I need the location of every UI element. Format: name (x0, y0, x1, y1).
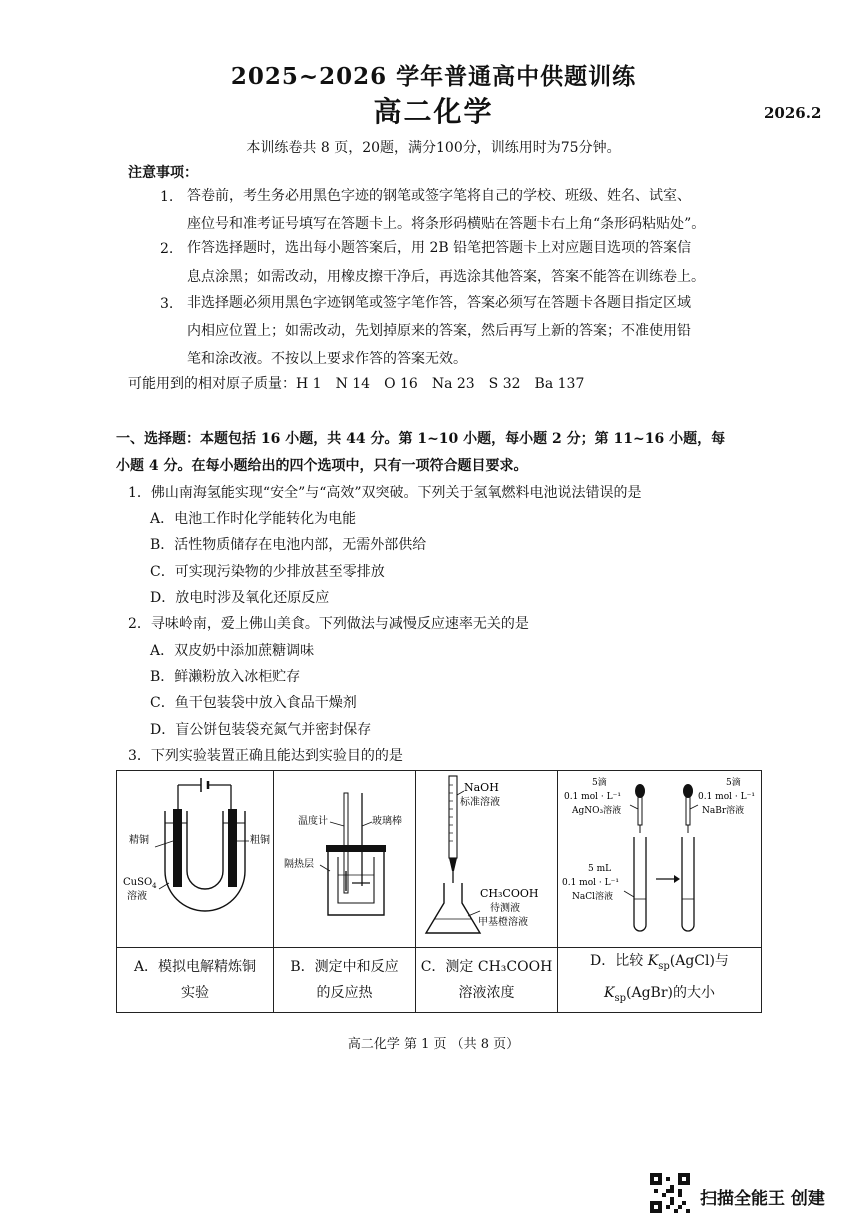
atomic-masses: 可能用到的相对原子质量：H 1 N 14 O 16 Na 23 S 32 Ba 137 (128, 376, 585, 392)
qr-code-icon (650, 1173, 690, 1213)
section-heading-line1: 一、选择题：本题包括 16 小题，共 44 分。第 1~10 小题，每小题 2 分；第 11~16 小题，每 (116, 431, 726, 447)
label-naoh: NaOH (464, 781, 499, 794)
exam-title-line1: 2025~2026 学年普通高中供题训练 (230, 63, 637, 90)
notice-heading: 注意事项： (128, 165, 198, 181)
question-2-option-d: D．盲公饼包装袋充氮气并密封保存 (150, 722, 372, 738)
label-crude-copper: 粗铜 (250, 835, 270, 846)
label-standard-solution: 标准溶液 (460, 797, 500, 808)
electrolysis-u-tube-diagram (117, 771, 272, 943)
label-5-drops-1: 5滴 (592, 778, 607, 788)
label-methyl-orange: 甲基橙溶液 (478, 917, 528, 928)
notice-item-line: 作答选择题时，选出每小题答案后，用 2B 铅笔把答题卡上对应题目选项的答案信 (187, 240, 692, 256)
label-insulation: 隔热层 (284, 859, 314, 870)
label-test-solution: 待测液 (490, 903, 520, 914)
label-ch3cooh: CH₃COOH (480, 887, 539, 900)
label-conc-3: 0.1 mol · L⁻¹ (562, 878, 619, 888)
label-5-drops-2: 5滴 (726, 778, 741, 788)
question-1-option-b: B．活性物质储存在电池内部，无需外部供给 (150, 537, 427, 553)
figure-d-precipitation (558, 771, 762, 948)
question-3-figure-table (116, 770, 762, 1013)
label-agno3: AgNO₃溶液 (572, 806, 622, 816)
calorimeter-diagram (274, 771, 414, 943)
titration-diagram (416, 771, 556, 943)
caption-b: B．测定中和反应 的反应热 (274, 948, 416, 1013)
notice-item-line: 答卷前，考生务必用黑色字迹的钢笔或签字笔将自己的学校、班级、姓名、试室、 (187, 188, 691, 204)
electrode-crude-copper (228, 809, 237, 887)
notice-item-line: 内相应位置上；如需改动，先划掉原来的答案，然后再写上新的答案；不准使用铅 (187, 323, 691, 339)
notice-item-number: 3. (160, 296, 174, 312)
question-2-stem: 2．寻味岭南，爱上佛山美食。下列做法与减慢反应速率无关的是 (128, 616, 529, 632)
exam-date: 2026.2 (764, 104, 822, 122)
electrode-pure-copper (173, 809, 182, 887)
caption-c: C．测定 CH₃COOH 溶液浓度 (416, 948, 558, 1013)
label-conc-1: 0.1 mol · L⁻¹ (564, 792, 621, 802)
label-glass-rod: 玻璃棒 (372, 816, 402, 827)
ksp-comparison-diagram (558, 771, 760, 943)
notice-item-number: 2. (160, 241, 174, 257)
question-2-option-a: A．双皮奶中添加蔗糖调味 (150, 643, 315, 659)
caption-d: D．比较 $K_{sp}(AgCl)$与 $K_{sp}(AgBr)$的大小 (558, 948, 762, 1013)
label-thermometer: 温度计 (298, 816, 328, 827)
question-1-option-a: A．电池工作时化学能转化为电能 (150, 511, 357, 527)
label-nacl: NaCl溶液 (572, 892, 614, 902)
page-footer: 高二化学 第 1 页 （共 8 页） (347, 1037, 520, 1052)
section-heading-line2: 小题 4 分。在每小题给出的四个选项中，只有一项符合题目要求。 (116, 458, 528, 474)
figure-b-calorimeter (274, 771, 416, 948)
notice-item-line: 息点涂黑；如需改动，用橡皮擦干净后，再选涂其他答案，答案不能答在训练卷上。 (187, 269, 705, 285)
figure-c-titration (416, 771, 558, 948)
caption-a: A．模拟电解精炼铜 实验 (117, 948, 274, 1013)
label-cuso4: CuSO$_4$ (123, 877, 157, 890)
notice-item-line: 非选择题必须用黑色字迹钢笔或签字笔作答，答案必须写在答题卡各题目指定区域 (187, 295, 691, 311)
notice-item-line: 笔和涂改液。不按以上要求作答的答案无效。 (187, 351, 467, 367)
question-3-stem: 3．下列实验装置正确且能达到实验目的的是 (128, 748, 403, 764)
notice-item-line: 座位号和准考证号填写在答题卡上。将条形码横贴在答题卡右上角“条形码粘贴处”。 (187, 216, 706, 232)
exam-title-subject: 高二化学 (373, 95, 494, 128)
label-5ml: 5 mL (588, 864, 612, 874)
label-conc-2: 0.1 mol · L⁻¹ (698, 792, 755, 802)
label-pure-copper: 精铜 (129, 835, 149, 846)
calorimeter-lid (326, 845, 386, 852)
label-solution: 溶液 (127, 891, 147, 902)
exam-intro: 本训练卷共 8 页，20题，满分100分，训练用时为75分钟。 (246, 140, 621, 156)
scanner-watermark: 扫描全能王 创建 (700, 1189, 825, 1209)
question-1-stem: 1．佛山南海氢能实现“安全”与“高效”双突破。下列关于氢氧燃料电池说法错误的是 (128, 485, 642, 501)
question-1-option-c: C．可实现污染物的少排放甚至零排放 (150, 564, 385, 580)
notice-item-number: 1. (160, 189, 174, 205)
question-2-option-c: C．鱼干包装袋中放入食品干燥剂 (150, 695, 357, 711)
question-2-option-b: B．鲜濑粉放入冰柜贮存 (150, 669, 301, 685)
label-nabr: NaBr溶液 (702, 806, 745, 816)
figure-a-electrolysis (117, 771, 274, 948)
question-1-option-d: D．放电时涉及氧化还原反应 (150, 590, 330, 606)
